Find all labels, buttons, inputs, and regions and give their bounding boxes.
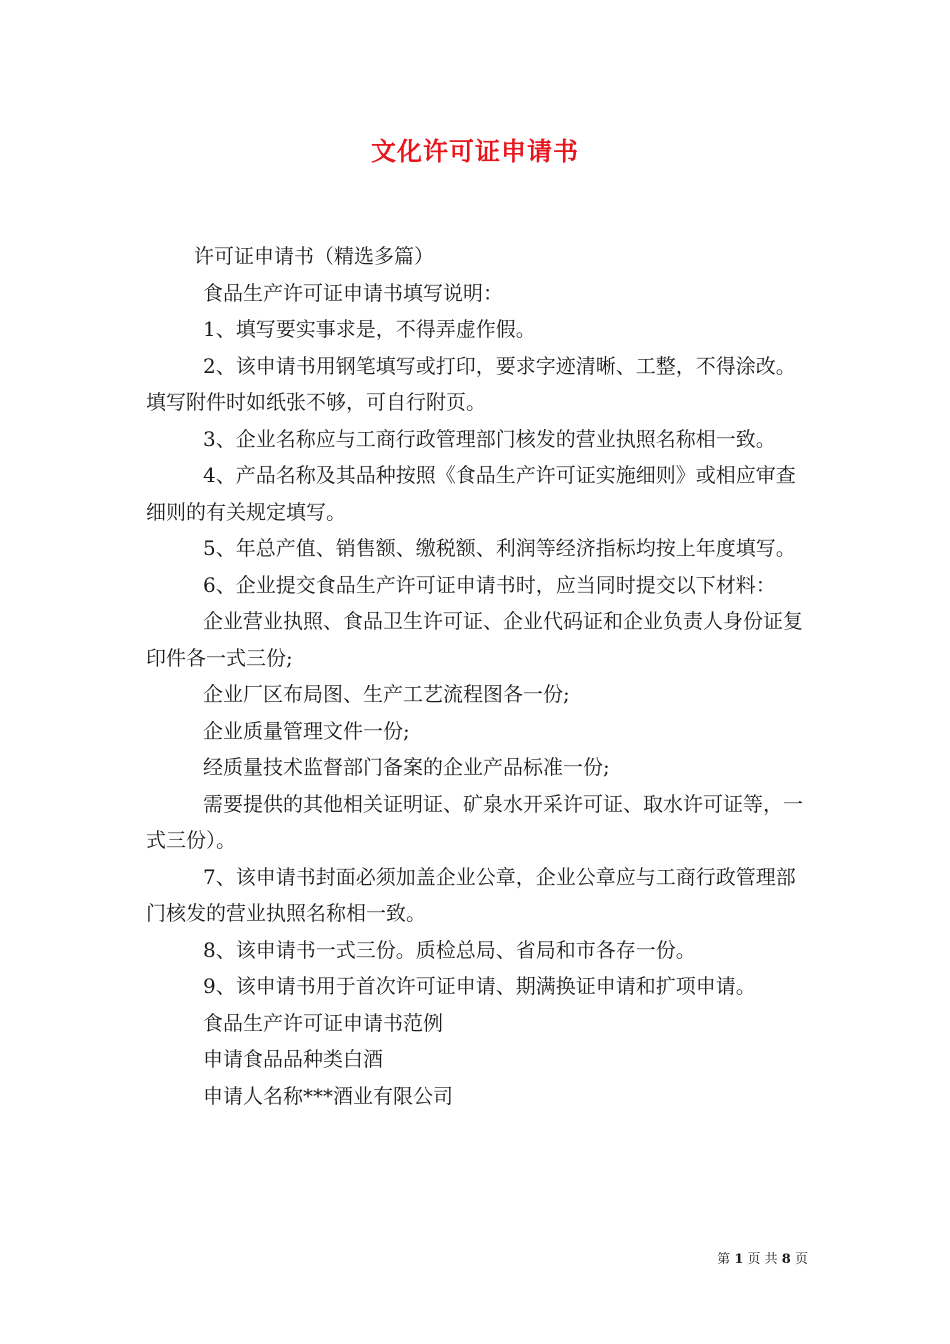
page-footer [717,1248,808,1267]
paragraph: 企业营业执照、食品卫生许可证、企业代码证和企业负责人身份证复印件各一式三份; [146,609,803,670]
paragraph: 食品生产许可证申请书填写说明： [203,280,503,305]
paragraph-subtitle: 许可证申请书（精选多篇） [194,244,434,268]
paragraph: 2、该申请书用钢笔填写或打印，要求字迹清晰、工整，不得涂改。填写附件时如纸张不够，可自行附页。 [146,353,796,414]
paragraph: 企业质量管理文件一份; [203,718,410,743]
paragraph: 1、填写要实事求是，不得弄虚作假。 [203,317,536,341]
paragraph: 企业厂区布局图、生产工艺流程图各一份; [203,682,570,706]
footer-total-pages: 8 [781,1252,791,1267]
paragraph: 7、该申请书封面必须加盖企业公章，企业公章应与工商行政管理部门核发的营业执照名称相一致。 [146,864,796,925]
paragraph: 需要提供的其他相关证明证、矿泉水开采许可证、取水许可证等，一式三份）。 [146,791,803,852]
paragraph: 5、年总产值、销售额、缴税额、利润等经济指标均按上年度填写。 [203,536,796,560]
paragraph: 申请人名称***酒业有限公司 [203,1083,453,1108]
paragraph: 3、企业名称应与工商行政管理部门核发的营业执照名称相一致。 [203,426,776,451]
paragraph: 食品生产许可证申请书范例 [203,1010,443,1035]
document-title: 文化许可证申请书 [370,137,579,166]
paragraph: 8、该申请书一式三份。质检总局、省局和市各存一份。 [203,937,696,962]
paragraph: 4、产品名称及其品种按照《食品生产许可证实施细则》或相应审查细则的有关规定填写。 [146,463,796,524]
footer-suffix: 页 [794,1252,808,1267]
document-body [146,238,808,1114]
paragraph: 经质量技术监督部门备案的企业产品标准一份; [203,755,610,779]
footer-prefix: 第 [717,1252,731,1267]
footer-current-page: 1 [734,1252,744,1267]
footer-middle: 页 共 [747,1252,778,1267]
paragraph: 申请食品品种类白酒 [203,1047,383,1071]
paragraph: 9、该申请书用于首次许可证申请、期满换证申请和扩项申请。 [203,974,756,998]
paragraph: 6、企业提交食品生产许可证申请书时，应当同时提交以下材料： [203,572,776,597]
